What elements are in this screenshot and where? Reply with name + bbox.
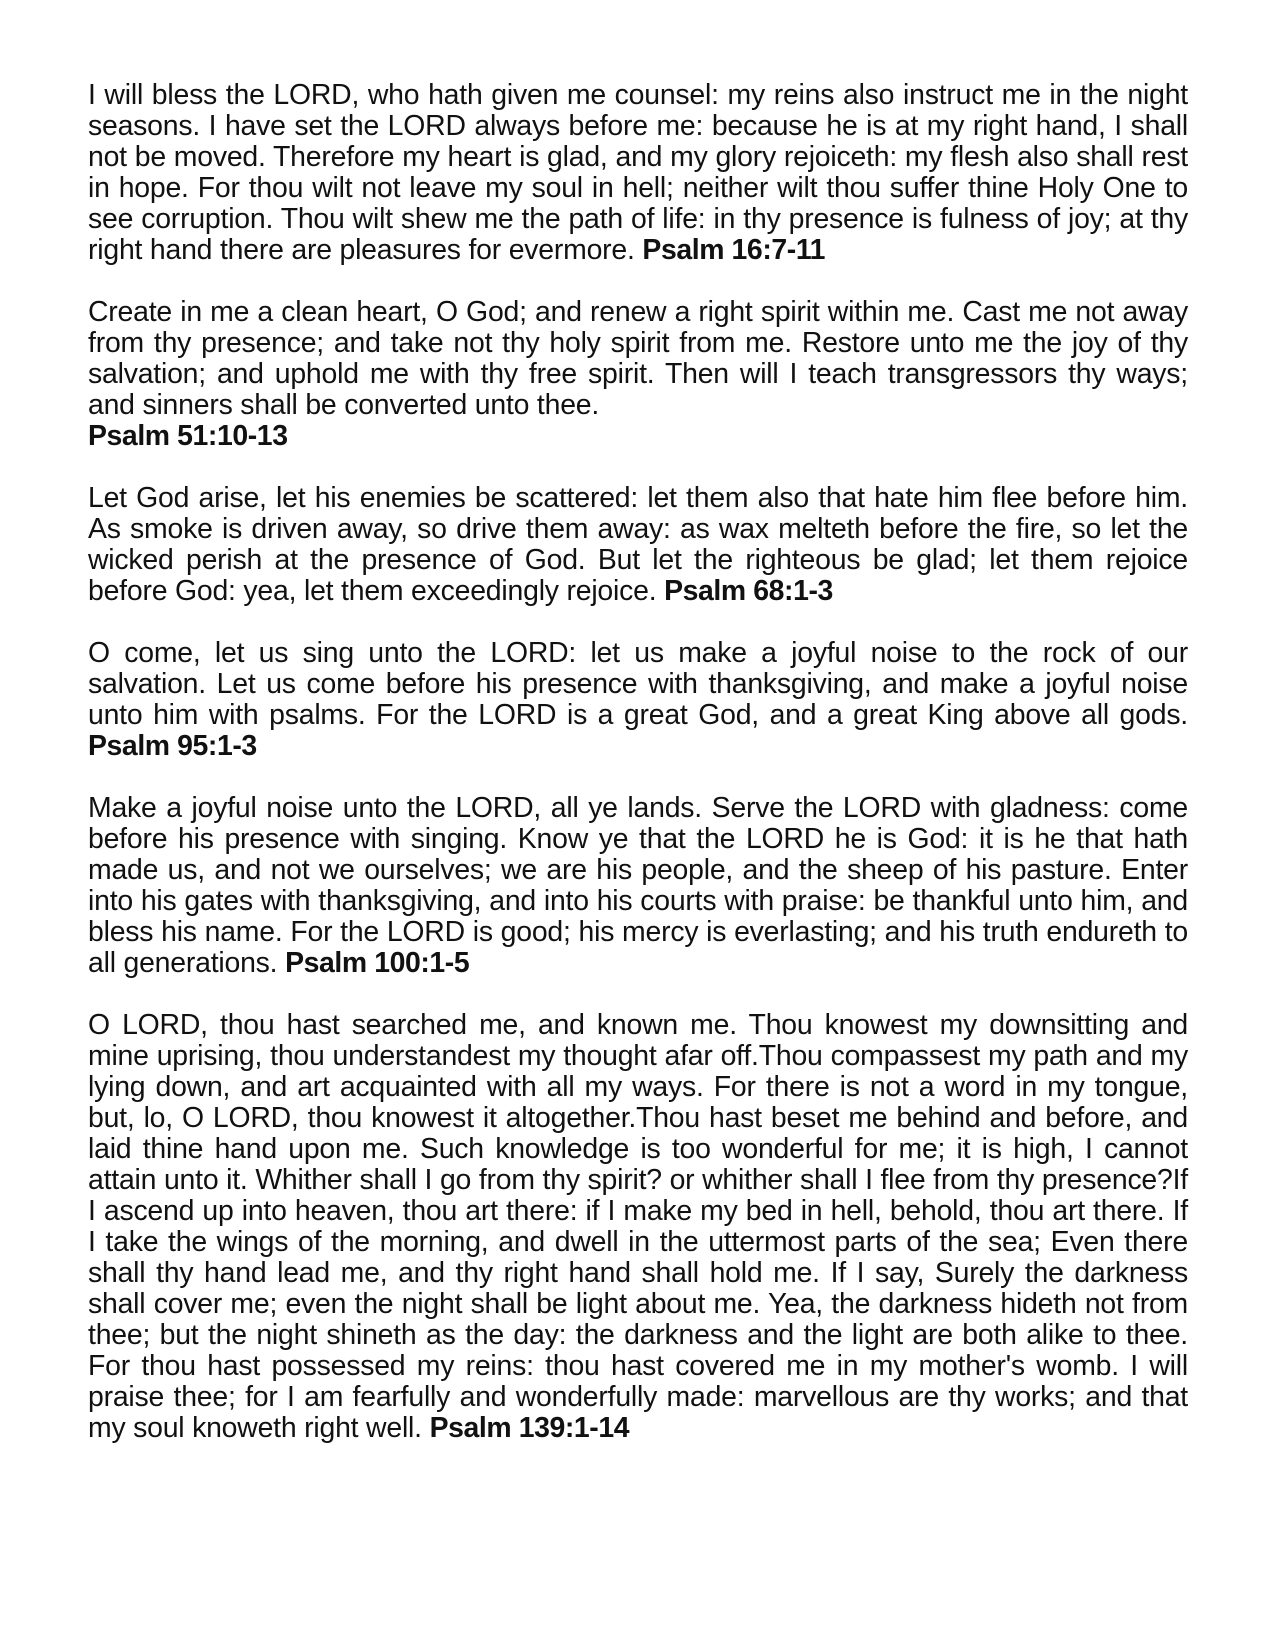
scripture-reference: Psalm 139:1-14: [429, 1412, 630, 1444]
passage-text: Make a joyful noise unto the LORD, all ye lands. Serve the LORD with gladness: come before his presence with singing. Know ye that the LORD he is God: it is he that hath made us, and not we ourselves; we are his people, and the sheep of his pasture. Enter into his gates with thanksgiving, and into his courts with praise: be thankful unto him, and bless his name. For the LORD is good; his mercy is everlasting; and his truth endureth to all generations.: [88, 792, 1188, 979]
passage-psalm-51: [88, 297, 1188, 452]
passage-text: I will bless the LORD, who hath given me counsel: my reins also instruct me in the night seasons. I have set the LORD always before me: because he is at my right hand, I shall not be moved. Therefore my heart is glad, and my glory rejoiceth: my flesh also shall rest in hope. For thou wilt not leave my soul in hell; neither wilt thou suffer thine Holy One to see corruption. Thou wilt shew me the path of life: in thy presence is fulness of joy; at thy right hand there are pleasures for evermore.: [88, 79, 1188, 266]
passage-text: Create in me a clean heart, O God; and renew a right spirit within me. Cast me not away from thy presence; and take not thy holy spirit from me. Restore unto me the joy of thy salvation; and uphold me with thy free spirit. Then will I teach transgressors thy ways; and sinners shall be converted unto thee.: [88, 296, 1188, 421]
passage-psalm-95: [88, 638, 1188, 762]
passage-psalm-100: [88, 793, 1188, 979]
scripture-reference: Psalm 51:10-13: [88, 420, 288, 452]
passage-text: O come, let us sing unto the LORD: let us make a joyful noise to the rock of our salvation. Let us come before his presence with thanksgiving, and make a joyful noise unto him with psalms. For the LORD is a great God, and a great King above all gods.: [88, 637, 1188, 731]
document-page: [88, 80, 1188, 1444]
scripture-reference: Psalm 16:7-11: [642, 234, 826, 266]
passage-text: Let God arise, let his enemies be scattered: let them also that hate him flee before him. As smoke is driven away, so drive them away: as wax melteth before the fire, so let the wicked perish at the presence of God. But let the righteous be glad; let them rejoice before God: yea, let them exceedingly rejoice.: [88, 482, 1188, 607]
passage-psalm-16: [88, 80, 1188, 266]
passage-text: O LORD, thou hast searched me, and known me. Thou knowest my downsitting and mine uprising, thou understandest my thought afar off.Thou compassest my path and my lying down, and art acquainted with all my ways. For there is not a word in my tongue, but, lo, O LORD, thou knowest it altogether.Thou hast beset me behind and before, and laid thine hand upon me. Such knowledge is too wonderful for me; it is high, I cannot attain unto it. Whither shall I go from thy spirit? or whither shall I flee from thy presence?If I ascend up into heaven, thou art there: if I make my bed in hell, behold, thou art there. If I take the wings of the morning, and dwell in the uttermost parts of the sea; Even there shall thy hand lead me, and thy right hand shall hold me. If I say, Surely the darkness shall cover me; even the night shall be light about me. Yea, the darkness hideth not from thee; but the night shineth as the day: the darkness and the light are both alike to thee. For thou hast possessed my reins: thou hast covered me in my mother's womb. I will praise thee; for I am fearfully and wonderfully made: marvellous are thy works; and that my soul knoweth right well.: [88, 1009, 1188, 1444]
scripture-reference: Psalm 100:1-5: [285, 947, 470, 979]
scripture-reference: Psalm 95:1-3: [88, 730, 257, 762]
passage-psalm-139: [88, 1010, 1188, 1444]
scripture-reference: Psalm 68:1-3: [664, 575, 833, 607]
passage-psalm-68: [88, 483, 1188, 607]
